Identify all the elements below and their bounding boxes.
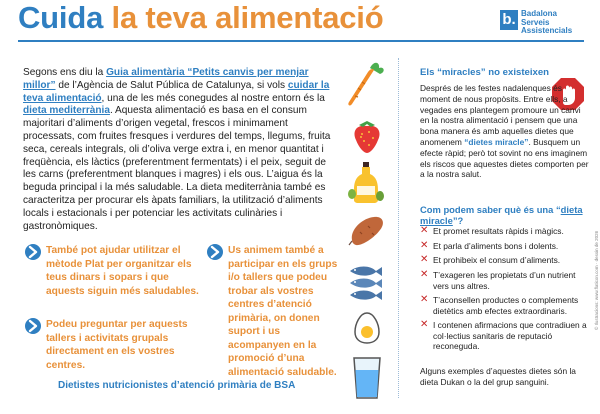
arrow-right-icon: [25, 318, 41, 334]
how-title: [420, 204, 592, 226]
fish-icon: [346, 262, 386, 302]
intro-text-2: de l’Agència de Salut Pública de Catalunya, si vols: [55, 79, 288, 91]
list-item-text: T’exageren les propietats d’un nutrient vers uns altres.: [433, 270, 576, 291]
list-item: [420, 270, 592, 291]
arrow-right-icon: [25, 244, 41, 260]
tip-plate-method: També pot ajudar utilitzar el mètode Plat per organitzar els teus dinars i sopars i que aquests siguin més saludables.: [46, 245, 199, 297]
care-food-link[interactable]: cuidar la teva alimentació: [23, 79, 330, 104]
list-item: [420, 226, 592, 237]
signature: Dietistes nutricionistes d’atenció primària de BSA: [58, 380, 296, 391]
logo-line-2: Serveis: [521, 17, 550, 27]
logo-mark: b.: [500, 10, 518, 30]
cross-icon: ✕: [420, 254, 429, 266]
myths-title: Els “miracles” no existeixen: [420, 67, 550, 78]
list-item: [420, 255, 592, 266]
title-word-1: Cuida: [18, 0, 104, 35]
intro-text-1: Segons ens diu la: [23, 67, 107, 78]
intro-text-3: , una de les més conegudes al nostre entorn és la: [101, 92, 325, 104]
miracle-diet-link[interactable]: dieta miracle: [420, 204, 583, 226]
olive-oil-icon: [346, 160, 386, 204]
intro-paragraph: [23, 67, 341, 233]
carrot-icon: [346, 60, 386, 108]
list-item-text: I contenen afirmacions que contradiuen a col·lectius sanitaris de reputació reconeguda.: [433, 320, 587, 352]
illustration-credit: © Ilustracions: www.flaticon.com · dessin de 2026: [594, 230, 599, 330]
list-item-text: Et prohibeix el consum d’aliments.: [433, 255, 561, 266]
logo-line-1: Badalona: [521, 9, 558, 18]
logo-line-3: Assistencials: [521, 26, 573, 35]
cross-icon: ✕: [420, 239, 429, 251]
intro-text-4: . Aquesta alimentació es basa en el consum majoritari d’aliments d’origen vegetal, frescos i minimament processats, com fruites fresques i verdures del temps, llegums, fruita seca, cereals integrals, oli d’oliva verge extra i, en menor quantitat i freqüència, els làctics (preferentment fermentats) i el peix, seguit de les carns (preferentment blanques i magres) i els ous. L’aigua és la beguda principal i la més saludable. La dieta mediterrània també es caracteritza per procurar els àpats familiars, la utilització d’aliments locals i estacionals i per potenciar les activitats culinàries i gastronòmiques.: [23, 105, 331, 232]
cross-icon: ✕: [420, 269, 429, 281]
list-item: [420, 241, 592, 252]
list-item-text: Et parla d’aliments bons i dolents.: [433, 240, 559, 251]
logo-text: [521, 10, 572, 36]
list-item: [420, 295, 592, 316]
cross-icon: ✕: [420, 294, 429, 306]
closing-text: Alguns exemples d’aquestes dietes són la dieta Dukan o la del grup sanguini.: [420, 366, 576, 387]
myths-paragraph: [420, 83, 592, 180]
list-item: [420, 320, 592, 352]
title-word-2: la teva alimentació: [111, 0, 384, 35]
guide-link[interactable]: Guia alimentària “Petits canvis per menjar millor”: [23, 67, 309, 91]
tip-groups: Us animem també a participar en els grups i/o tallers que podeu trobar als vostres centres d’atenció primària, on donen suport i us acompanyen en la promoció d’una alimentació saludable.: [228, 245, 338, 378]
how-title-suffix: ”?: [452, 215, 464, 226]
myths-text-2: . Busquem un efecte ràpid; però tot sovint no ens imaginem els riscos que aquestes dietes comporten per a la nostra salut.: [420, 136, 589, 180]
list-item-text: Et promet resultats ràpids i màgics.: [433, 226, 564, 236]
miracle-diets-term: “dietes miracle”: [464, 136, 529, 147]
header-rule: [18, 40, 584, 42]
warning-list: [420, 226, 592, 356]
list-item-text: T’aconsellen productes o complements dietètics amb efectes extraordinaris.: [433, 295, 579, 316]
how-title-prefix: Com podem saber què és una “: [420, 204, 561, 215]
tip-workshops: Podeu preguntar per aquests tallers i activitats grupals directament en els vostres centres.: [46, 319, 188, 371]
mediterranean-diet-link[interactable]: dieta mediterrània: [23, 105, 110, 117]
water-glass-icon: [352, 356, 382, 400]
page-title: [18, 0, 383, 36]
cross-icon: ✕: [420, 319, 429, 331]
column-divider: [398, 58, 399, 398]
myths-text-1: Després de les festes nadalenques és moment de nous propòsits. Entre ells, a vegades ens plantegem promoure un canvi en la nostra alimentació i pensem que una bona manera és amb aquelles dietes que anomenem: [420, 83, 581, 147]
sweet-potato-icon: [348, 214, 386, 248]
egg-icon: [354, 312, 380, 344]
strawberry-icon: [352, 118, 382, 154]
cross-icon: ✕: [420, 225, 429, 236]
bsa-logo: [500, 10, 572, 36]
arrow-right-icon: [207, 244, 223, 260]
